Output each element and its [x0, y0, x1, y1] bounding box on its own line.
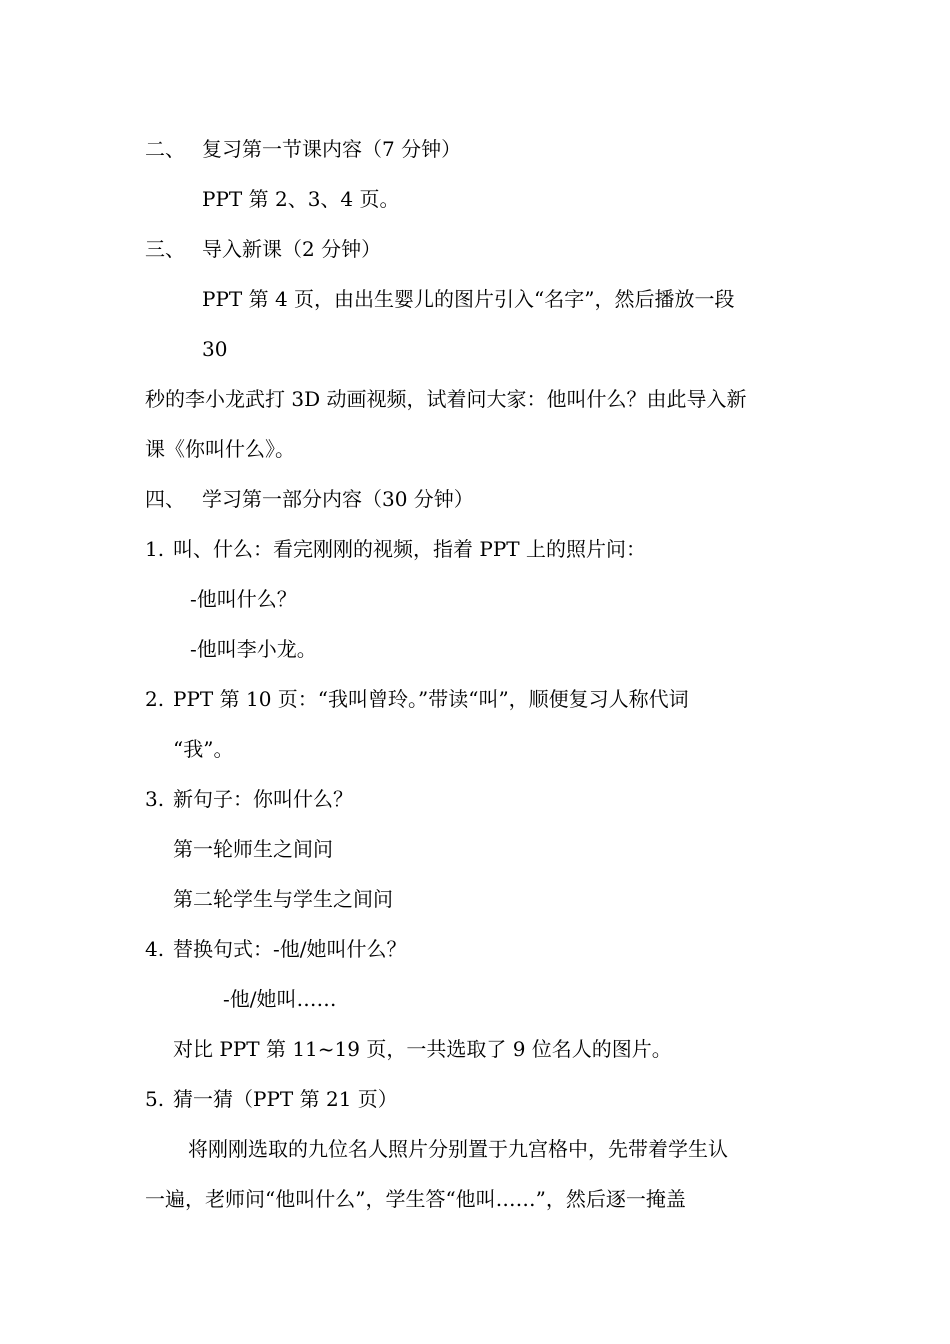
section-marker: 三、 — [145, 237, 185, 261]
dialogue-text: -他叫什么？ — [190, 587, 297, 611]
section-title: 导入新课（2 分钟） — [202, 237, 382, 261]
list-item-number: 5. — [145, 1087, 165, 1111]
dialogue-text: -他叫李小龙。 — [190, 637, 317, 661]
paragraph-text: 对比 PPT 第 11~19 页，一共选取了 9 位名人的图片。 — [173, 1037, 672, 1061]
section-title: 学习第一部分内容（30 分钟） — [202, 487, 474, 511]
paragraph-text: 课《你叫什么》。 — [145, 437, 295, 461]
paragraph-text: 第一轮师生之间问 — [173, 837, 333, 861]
list-item-number: 3. — [145, 787, 165, 811]
list-item-number: 2. — [145, 687, 165, 711]
paragraph-text: PPT 第 4 页，由出生婴儿的图片引入“名字”，然后播放一段 — [202, 287, 735, 311]
paragraph-text: 一遍，老师问“他叫什么”，学生答“他叫……”，然后逐一掩盖 — [145, 1187, 686, 1211]
list-item-number: 4. — [145, 937, 165, 961]
list-item-text: 替换句式：-他/她叫什么？ — [173, 937, 407, 961]
list-item-text: 叫、什么：看完刚刚的视频，指着 PPT 上的照片问： — [173, 537, 646, 561]
section-title: 复习第一节课内容（7 分钟） — [202, 137, 462, 161]
paragraph-text: 第二轮学生与学生之间问 — [173, 887, 393, 911]
list-item-text: PPT 第 10 页：“我叫曾玲。”带读“叫”，顺便复习人称代词 — [173, 687, 689, 711]
paragraph-text: “我”。 — [173, 737, 234, 761]
list-item-text: 猜一猜（PPT 第 21 页） — [173, 1087, 398, 1111]
dialogue-text: -他/她叫…… — [223, 987, 337, 1011]
list-item-text: 新句子：你叫什么？ — [173, 787, 353, 811]
paragraph-text: 秒的李小龙武打 3D 动画视频，试着问大家：他叫什么？由此导入新 — [145, 387, 747, 411]
paragraph-text: 将刚刚选取的九位名人照片分别置于九宫格中，先带着学生认 — [188, 1137, 728, 1161]
section-marker: 二、 — [145, 137, 185, 161]
paragraph-text: 30 — [202, 337, 228, 361]
list-item-number: 1. — [145, 537, 165, 561]
section-marker: 四、 — [145, 487, 185, 511]
paragraph-text: PPT 第 2、3、4 页。 — [202, 187, 400, 211]
